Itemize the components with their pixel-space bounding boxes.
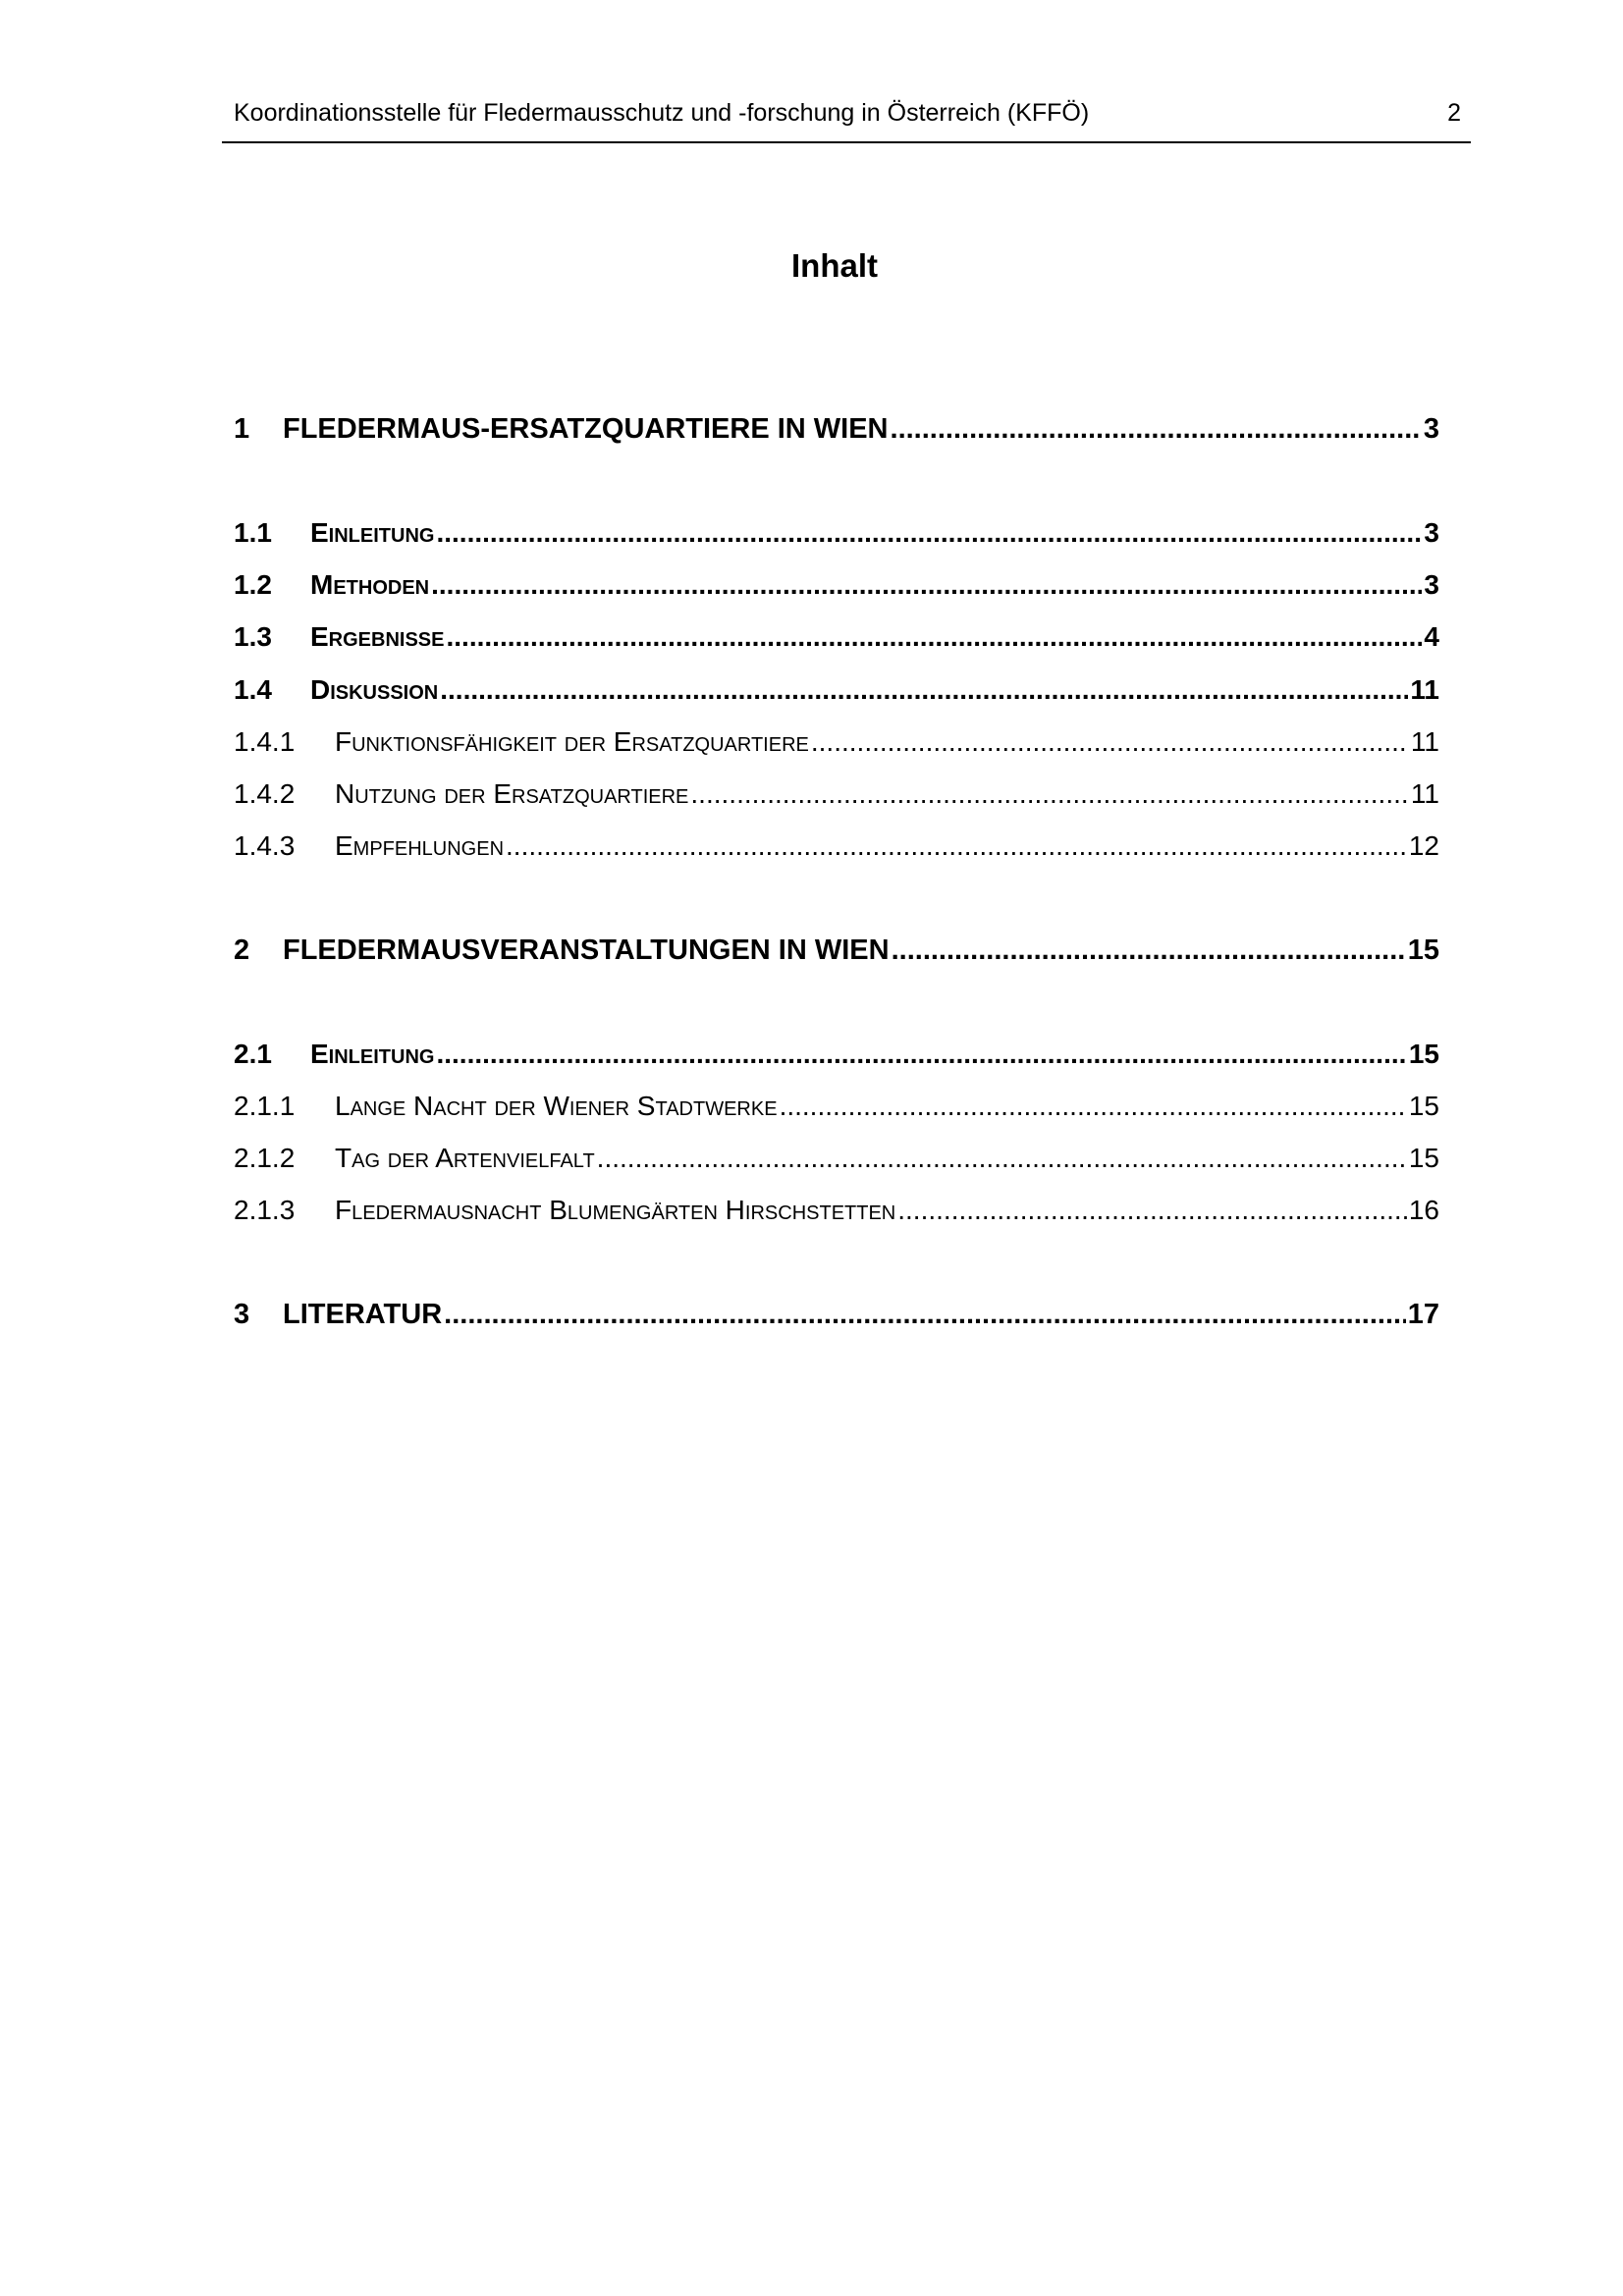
header-page-number: 2 <box>1447 99 1461 127</box>
toc-entry-number: 2.1.3 <box>234 1195 296 1225</box>
toc-entry-number: 1 <box>234 413 250 445</box>
toc-entry-1-4-1[interactable] <box>234 725 1439 759</box>
toc-entry-1[interactable] <box>234 412 1439 446</box>
toc-entry-1-4[interactable] <box>234 673 1439 707</box>
toc-entry-1-4-2[interactable] <box>234 777 1439 811</box>
toc-entry-label: FLEDERMAUS-ERSATZQUARTIERE IN WIEN <box>283 413 889 445</box>
toc-dot-leader <box>891 412 1422 446</box>
toc-entry-page: 17 <box>1407 1299 1439 1330</box>
toc-dot-leader <box>780 1090 1407 1123</box>
toc-dot-leader <box>897 1194 1407 1227</box>
toc-entry-number: 1.4.2 <box>234 778 296 809</box>
toc-entry-page: 3 <box>1423 413 1439 445</box>
toc-dot-leader <box>690 777 1409 811</box>
toc-entry-number: 1.4.3 <box>234 830 296 861</box>
toc-entry-number: 2 <box>234 934 250 966</box>
toc-entry-page: 12 <box>1408 830 1439 861</box>
toc-entry-label: LITERATUR <box>283 1299 443 1330</box>
toc-entry-1-2[interactable] <box>234 568 1439 602</box>
toc-title: Inhalt <box>791 247 878 284</box>
toc-entry-label: Einleitung <box>310 517 435 548</box>
toc-dot-leader <box>436 516 1422 550</box>
toc-dot-leader <box>892 934 1406 967</box>
toc-entry-2-1-2[interactable] <box>234 1142 1439 1175</box>
toc-entry-1-3[interactable] <box>234 620 1439 654</box>
toc-dot-leader <box>597 1142 1407 1175</box>
toc-entry-label: Funktionsfähigkeit der Ersatzquartiere <box>335 726 809 757</box>
toc-entry-number: 1.4 <box>234 674 272 705</box>
toc-entry-label: Nutzung der Ersatzquartiere <box>335 778 689 809</box>
header-organization-text: Koordinationsstelle für Fledermausschutz und -forschung in Österreich (KFFÖ) <box>234 99 1090 127</box>
toc-entry-label: Lange Nacht der Wiener Stadtwerke <box>335 1091 778 1121</box>
toc-entry-page: 11 <box>1410 726 1439 757</box>
toc-entry-number: 1.1 <box>234 517 272 548</box>
toc-entry-2-1-1[interactable] <box>234 1090 1439 1123</box>
toc-entry-label: Fledermausnacht Blumengärten Hirschstetten <box>335 1195 896 1225</box>
toc-dot-leader <box>506 829 1407 863</box>
toc-dot-leader <box>431 568 1422 602</box>
toc-entry-label: Einleitung <box>310 1039 435 1069</box>
toc-dot-leader <box>436 1038 1406 1071</box>
toc-entry-label: FLEDERMAUSVERANSTALTUNGEN IN WIEN <box>283 934 890 966</box>
toc-entry-label: Tag der Artenvielfalt <box>335 1143 595 1173</box>
toc-entry-page: 11 <box>1410 778 1439 809</box>
toc-entry-page: 4 <box>1424 621 1439 652</box>
toc-entry-number: 3 <box>234 1299 250 1330</box>
toc-entry-number: 1.3 <box>234 621 272 652</box>
toc-entry-label: Ergebnisse <box>310 621 445 652</box>
toc-entry-page: 3 <box>1424 569 1439 600</box>
toc-dot-leader <box>446 620 1422 654</box>
toc-entry-page: 15 <box>1407 934 1439 966</box>
toc-entry-page: 11 <box>1410 674 1439 705</box>
toc-entry-page: 16 <box>1408 1195 1439 1225</box>
toc-entry-label: Diskussion <box>310 674 439 705</box>
toc-dot-leader <box>444 1298 1406 1331</box>
toc-entry-number: 2.1.1 <box>234 1091 296 1121</box>
toc-entry-3[interactable] <box>234 1298 1439 1331</box>
toc-entry-number: 2.1.2 <box>234 1143 296 1173</box>
toc-entry-1-4-3[interactable] <box>234 829 1439 863</box>
toc-dot-leader <box>440 673 1408 707</box>
toc-entry-label: Methoden <box>310 569 430 600</box>
toc-entry-number: 2.1 <box>234 1039 272 1069</box>
toc-entry-2[interactable] <box>234 934 1439 967</box>
toc-dot-leader <box>811 725 1409 759</box>
table-of-contents <box>234 0 1439 2296</box>
toc-entry-page: 15 <box>1408 1039 1439 1069</box>
toc-entry-page: 3 <box>1424 517 1439 548</box>
toc-entry-number: 1.4.1 <box>234 726 296 757</box>
toc-entry-2-1[interactable] <box>234 1038 1439 1071</box>
toc-entry-label: Empfehlungen <box>335 830 505 861</box>
toc-entry-2-1-3[interactable] <box>234 1194 1439 1227</box>
toc-entry-1-1[interactable] <box>234 516 1439 550</box>
toc-entry-page: 15 <box>1408 1143 1439 1173</box>
toc-entry-page: 15 <box>1408 1091 1439 1121</box>
toc-entry-number: 1.2 <box>234 569 272 600</box>
